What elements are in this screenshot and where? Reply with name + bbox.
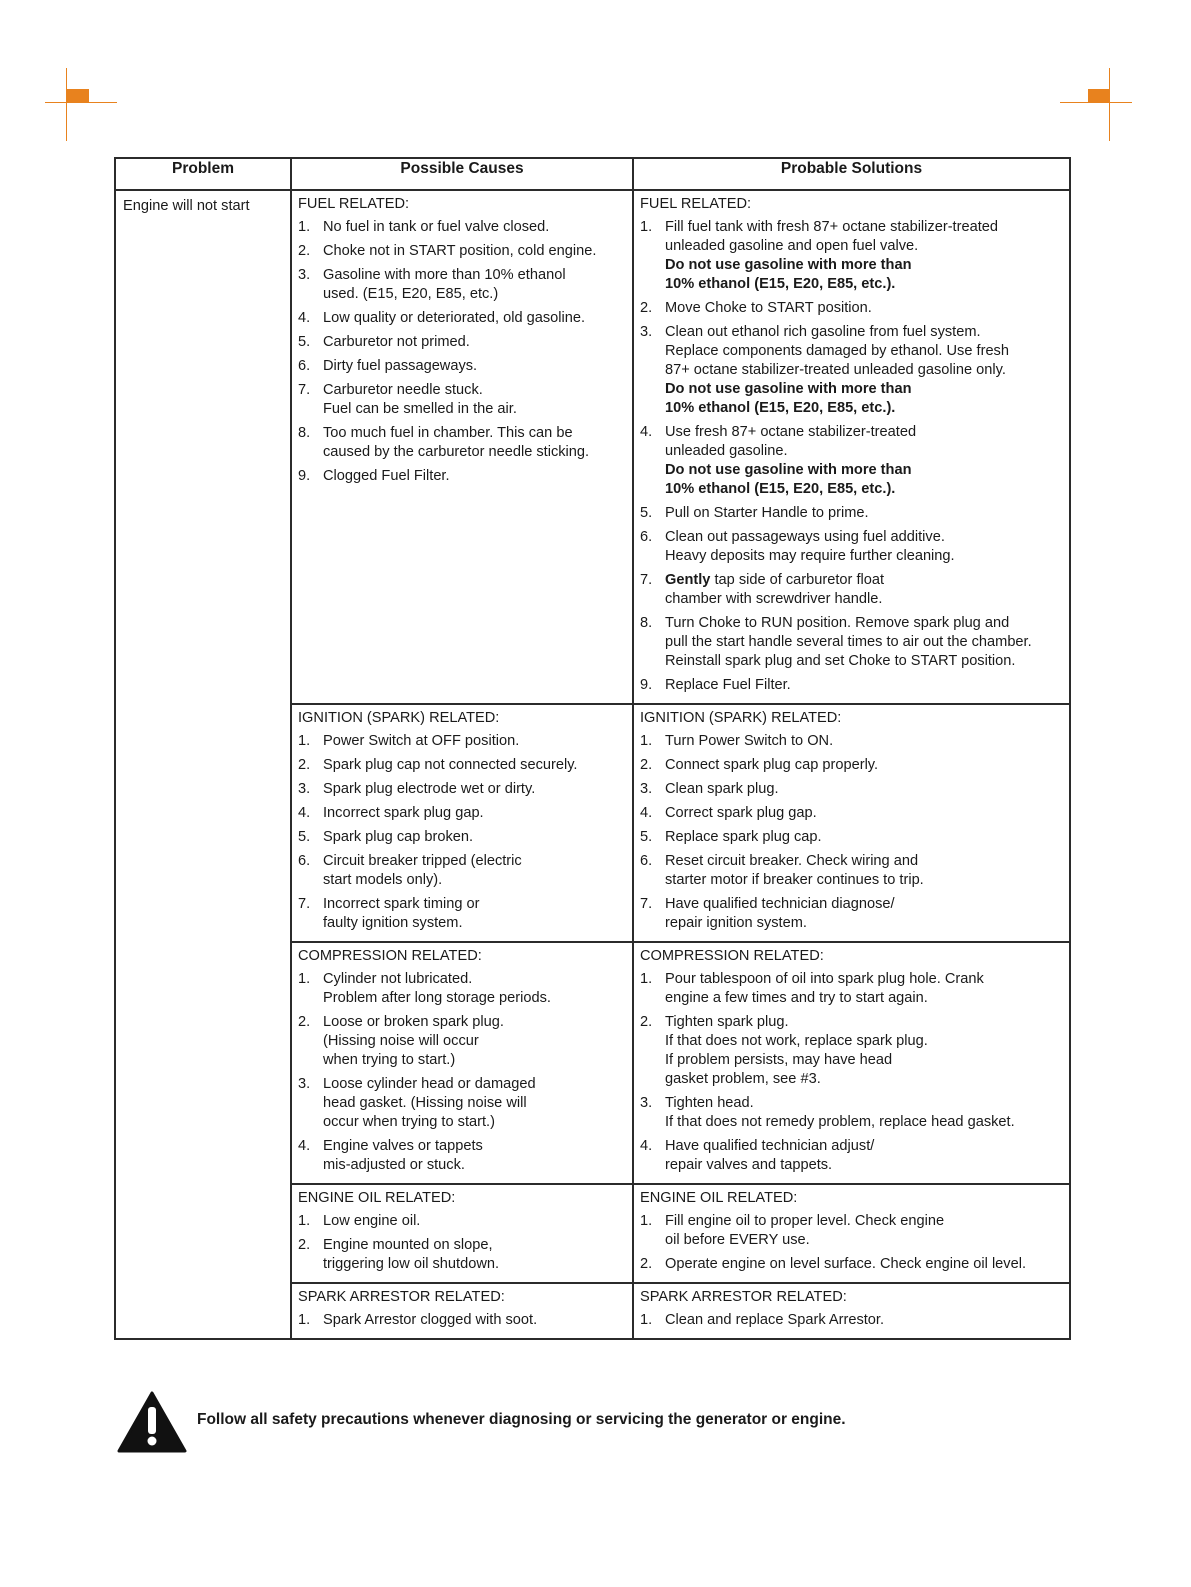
section-row-fuel [115,190,1070,704]
cause-item [298,804,626,823]
cause-item [298,357,626,376]
cause-item [298,242,626,261]
item-text [665,218,1063,294]
solution-item [640,804,1063,823]
solution-item [640,614,1063,671]
warning-icon [117,1391,187,1453]
item-body: Spark plug cap broken. [323,829,474,845]
cause-item [298,732,626,751]
item-text [665,504,1063,523]
solution-item [640,895,1063,933]
item-body: Engine valves or tappets mis-adjusted or stuck. [323,1138,483,1173]
cause-item [298,1075,626,1132]
solution-item [640,852,1063,890]
item-number: 6. [298,358,311,374]
item-body: Reset circuit breaker. Check wiring and starter motor if breaker continues to trip. [665,853,924,888]
problem-header: Problem [115,158,291,190]
item-number: 2. [640,1014,653,1030]
solution-item [640,756,1063,775]
cause-item [298,1212,626,1231]
solution-item [640,218,1063,294]
solution-item [640,299,1063,318]
item-body: Loose cylinder head or damaged head gasket. (Hissing noise will occur when trying to start.) [323,1076,536,1130]
item-number: 1. [640,1213,653,1229]
item-body: Choke not in START position, cold engine. [323,243,597,259]
item-number: 2. [298,1014,311,1030]
item-text [665,756,1063,775]
item-body: Clogged Fuel Filter. [323,468,450,484]
item-body: Low engine oil. [323,1213,421,1229]
item-text [665,970,1063,1008]
item-body: tap side of carburetor float chamber with screwdriver handle. [665,572,885,607]
item-text [665,1255,1063,1274]
cause-item [298,333,626,352]
item-number: 1. [298,219,311,235]
item-text [665,895,1063,933]
item-text [665,571,1063,609]
item-body: Tighten spark plug. If that does not work, replace spark plug. If problem persists, may have head gasket problem, see #3. [665,1014,928,1087]
solution-item [640,528,1063,566]
item-body: Connect spark plug cap properly. [665,757,879,773]
item-number: 6. [640,529,653,545]
item-body: Clean out ethanol rich gasoline from fuel system. Replace components damaged by ethanol. Use fresh 87+ octane stabilizer-treated unleaded gasoline only. [665,324,1009,378]
ethanol-warning: Do not use gasoline with more than 10% ethanol (E15, E20, E85, etc.). [665,257,912,292]
section-title: COMPRESSION RELATED: [640,948,824,964]
item-text [665,1013,1063,1089]
item-body: No fuel in tank or fuel valve closed. [323,219,550,235]
item-number: 4. [298,1138,311,1154]
item-text [323,804,626,823]
cause-item [298,895,626,933]
item-text [323,970,626,1008]
causes-cell [291,1184,633,1283]
cause-item [298,266,626,304]
item-text [323,1013,626,1070]
item-body: Clean out passageways using fuel additive. Heavy deposits may require further cleaning. [665,529,955,564]
item-number: 1. [640,1312,653,1328]
section-title: FUEL RELATED: [298,196,410,212]
item-number: 1. [640,733,653,749]
item-text [323,895,626,933]
solution-item [640,1137,1063,1175]
item-number: 5. [640,829,653,845]
solution-item [640,676,1063,695]
item-number: 7. [298,896,311,912]
item-text [323,780,626,799]
item-body: Clean and replace Spark Arrestor. [665,1312,885,1328]
item-body: Dirty fuel passageways. [323,358,478,374]
causes-cell [291,942,633,1184]
item-text [665,732,1063,751]
item-text [665,423,1063,499]
item-number: 3. [640,324,653,340]
item-text [323,333,626,352]
item-body: Loose or broken spark plug. (Hissing noise will occur when trying to start.) [323,1014,504,1068]
item-body: Pull on Starter Handle to prime. [665,505,869,521]
solution-item [640,423,1063,499]
cause-item [298,381,626,419]
item-number: 1. [640,971,653,987]
solutions-cell [633,704,1070,942]
item-text [323,266,626,304]
cause-item [298,780,626,799]
item-number: 3. [298,1076,311,1092]
item-number: 9. [640,677,653,693]
problem-cell: Engine will not start [115,190,291,1339]
solutions-cell [633,1283,1070,1339]
section-title: IGNITION (SPARK) RELATED: [298,710,500,726]
solution-item [640,1013,1063,1089]
item-number: 3. [640,781,653,797]
item-text [323,1311,626,1330]
section-title: IGNITION (SPARK) RELATED: [640,710,842,726]
item-body: Too much fuel in chamber. This can be caused by the carburetor needle sticking. [323,425,590,460]
solution-item [640,504,1063,523]
item-text [665,1212,1063,1250]
item-number: 7. [640,896,653,912]
item-body: Operate engine on level surface. Check engine oil level. [665,1256,1027,1272]
solution-item [640,970,1063,1008]
item-number: 2. [640,757,653,773]
item-text [665,828,1063,847]
item-body: Carburetor not primed. [323,334,470,350]
item-number: 2. [298,757,311,773]
item-number: 2. [640,1256,653,1272]
item-text [323,1075,626,1132]
item-number: 1. [298,1312,311,1328]
item-number: 4. [298,805,311,821]
causes-cell [291,190,633,704]
item-body: Turn Power Switch to ON. [665,733,834,749]
item-number: 4. [298,310,311,326]
header-row [115,158,1070,190]
cause-item [298,852,626,890]
solution-item [640,1094,1063,1132]
ethanol-warning: Do not use gasoline with more than 10% ethanol (E15, E20, E85, etc.). [665,462,912,497]
item-body: Gasoline with more than 10% ethanol used. (E15, E20, E85, etc.) [323,267,566,302]
item-text [323,424,626,462]
causes-header: Possible Causes [291,158,633,190]
item-body: Clean spark plug. [665,781,779,797]
item-text [323,357,626,376]
item-body: Spark plug electrode wet or dirty. [323,781,536,797]
item-emphasis: Gently [665,572,711,588]
item-body: Spark plug cap not connected securely. [323,757,578,773]
item-text [323,467,626,486]
item-body: Replace spark plug cap. [665,829,822,845]
solution-item [640,1212,1063,1250]
cause-item [298,467,626,486]
item-text [665,323,1063,418]
item-number: 4. [640,424,653,440]
item-body: Have qualified technician diagnose/ repair ignition system. [665,896,895,931]
item-body: Circuit breaker tripped (electric start models only). [323,853,522,888]
causes-cell [291,704,633,942]
item-body: Spark Arrestor clogged with soot. [323,1312,538,1328]
item-text [323,309,626,328]
item-text [323,381,626,419]
item-text [323,242,626,261]
cause-item [298,1236,626,1274]
item-number: 2. [298,1237,311,1253]
item-number: 9. [298,468,311,484]
item-text [323,828,626,847]
item-text [665,1094,1063,1132]
solution-item [640,1255,1063,1274]
item-number: 3. [640,1095,653,1111]
solutions-cell [633,942,1070,1184]
item-number: 4. [640,805,653,821]
item-text [665,804,1063,823]
item-number: 1. [298,1213,311,1229]
section-title: ENGINE OIL RELATED: [640,1190,798,1206]
solutions-header: Probable Solutions [633,158,1070,190]
cause-item [298,828,626,847]
item-number: 4. [640,1138,653,1154]
item-number: 1. [298,733,311,749]
item-text [665,614,1063,671]
item-body: Turn Choke to RUN position. Remove spark plug and pull the start handle several times to air out the chamber. Reinstall spark plug and set Choke to START position. [665,615,1032,669]
item-number: 3. [298,781,311,797]
item-text [323,1236,626,1274]
causes-cell [291,1283,633,1339]
item-body: Pour tablespoon of oil into spark plug hole. Crank engine a few times and try to start again. [665,971,984,1006]
item-text [323,852,626,890]
item-number: 8. [298,425,311,441]
item-number: 7. [298,382,311,398]
solution-item [640,732,1063,751]
item-body: Incorrect spark timing or faulty ignition system. [323,896,480,931]
solution-item [640,571,1063,609]
item-text [323,218,626,237]
item-text [665,1311,1063,1330]
section-title: ENGINE OIL RELATED: [298,1190,456,1206]
item-text [665,1137,1063,1175]
item-body: Replace Fuel Filter. [665,677,791,693]
section-title: SPARK ARRESTOR RELATED: [640,1289,847,1305]
section-title: FUEL RELATED: [640,196,752,212]
item-text [665,676,1063,695]
item-number: 6. [640,853,653,869]
item-body: Have qualified technician adjust/ repair valves and tappets. [665,1138,875,1173]
ethanol-warning: Do not use gasoline with more than 10% ethanol (E15, E20, E85, etc.). [665,381,912,416]
item-number: 7. [640,572,653,588]
item-body: Carburetor needle stuck. Fuel can be smelled in the air. [323,382,517,417]
section-title: SPARK ARRESTOR RELATED: [298,1289,505,1305]
item-number: 3. [298,267,311,283]
item-text [323,1212,626,1231]
item-body: Use fresh 87+ octane stabilizer-treated unleaded gasoline. [665,424,917,459]
cause-item [298,309,626,328]
item-number: 5. [298,334,311,350]
cause-item [298,424,626,462]
cause-item [298,970,626,1008]
item-number: 6. [298,853,311,869]
item-body: Correct spark plug gap. [665,805,817,821]
item-number: 2. [298,243,311,259]
item-body: Fill engine oil to proper level. Check engine oil before EVERY use. [665,1213,945,1248]
solution-item [640,780,1063,799]
item-body: Engine mounted on slope, triggering low oil shutdown. [323,1237,500,1272]
item-number: 1. [640,219,653,235]
item-number: 5. [298,829,311,845]
item-number: 1. [298,971,311,987]
solutions-cell [633,1184,1070,1283]
item-text [323,732,626,751]
item-text [323,756,626,775]
cause-item [298,218,626,237]
item-text [665,780,1063,799]
safety-warning: Follow all safety precautions whenever diagnosing or servicing the generator or engine. [197,1411,846,1428]
item-body: Tighten head. If that does not remedy problem, replace head gasket. [665,1095,1015,1130]
item-body: Power Switch at OFF position. [323,733,520,749]
item-number: 5. [640,505,653,521]
cause-item [298,1137,626,1175]
item-body: Fill fuel tank with fresh 87+ octane stabilizer-treated unleaded gasoline and open fuel valve. [665,219,998,254]
item-text [665,528,1063,566]
item-number: 8. [640,615,653,631]
solution-item [640,1311,1063,1330]
item-number: 2. [640,300,653,316]
solutions-cell [633,190,1070,704]
section-title: COMPRESSION RELATED: [298,948,482,964]
item-body: Cylinder not lubricated. Problem after long storage periods. [323,971,551,1006]
item-text [323,1137,626,1175]
cause-item [298,1311,626,1330]
cause-item [298,756,626,775]
troubleshooting-table [114,157,1071,1340]
solution-item [640,323,1063,418]
solution-item [640,828,1063,847]
item-body: Incorrect spark plug gap. [323,805,484,821]
item-body: Move Choke to START position. [665,300,872,316]
cause-item [298,1013,626,1070]
item-body: Low quality or deteriorated, old gasoline. [323,310,586,326]
item-text [665,299,1063,318]
item-text [665,852,1063,890]
